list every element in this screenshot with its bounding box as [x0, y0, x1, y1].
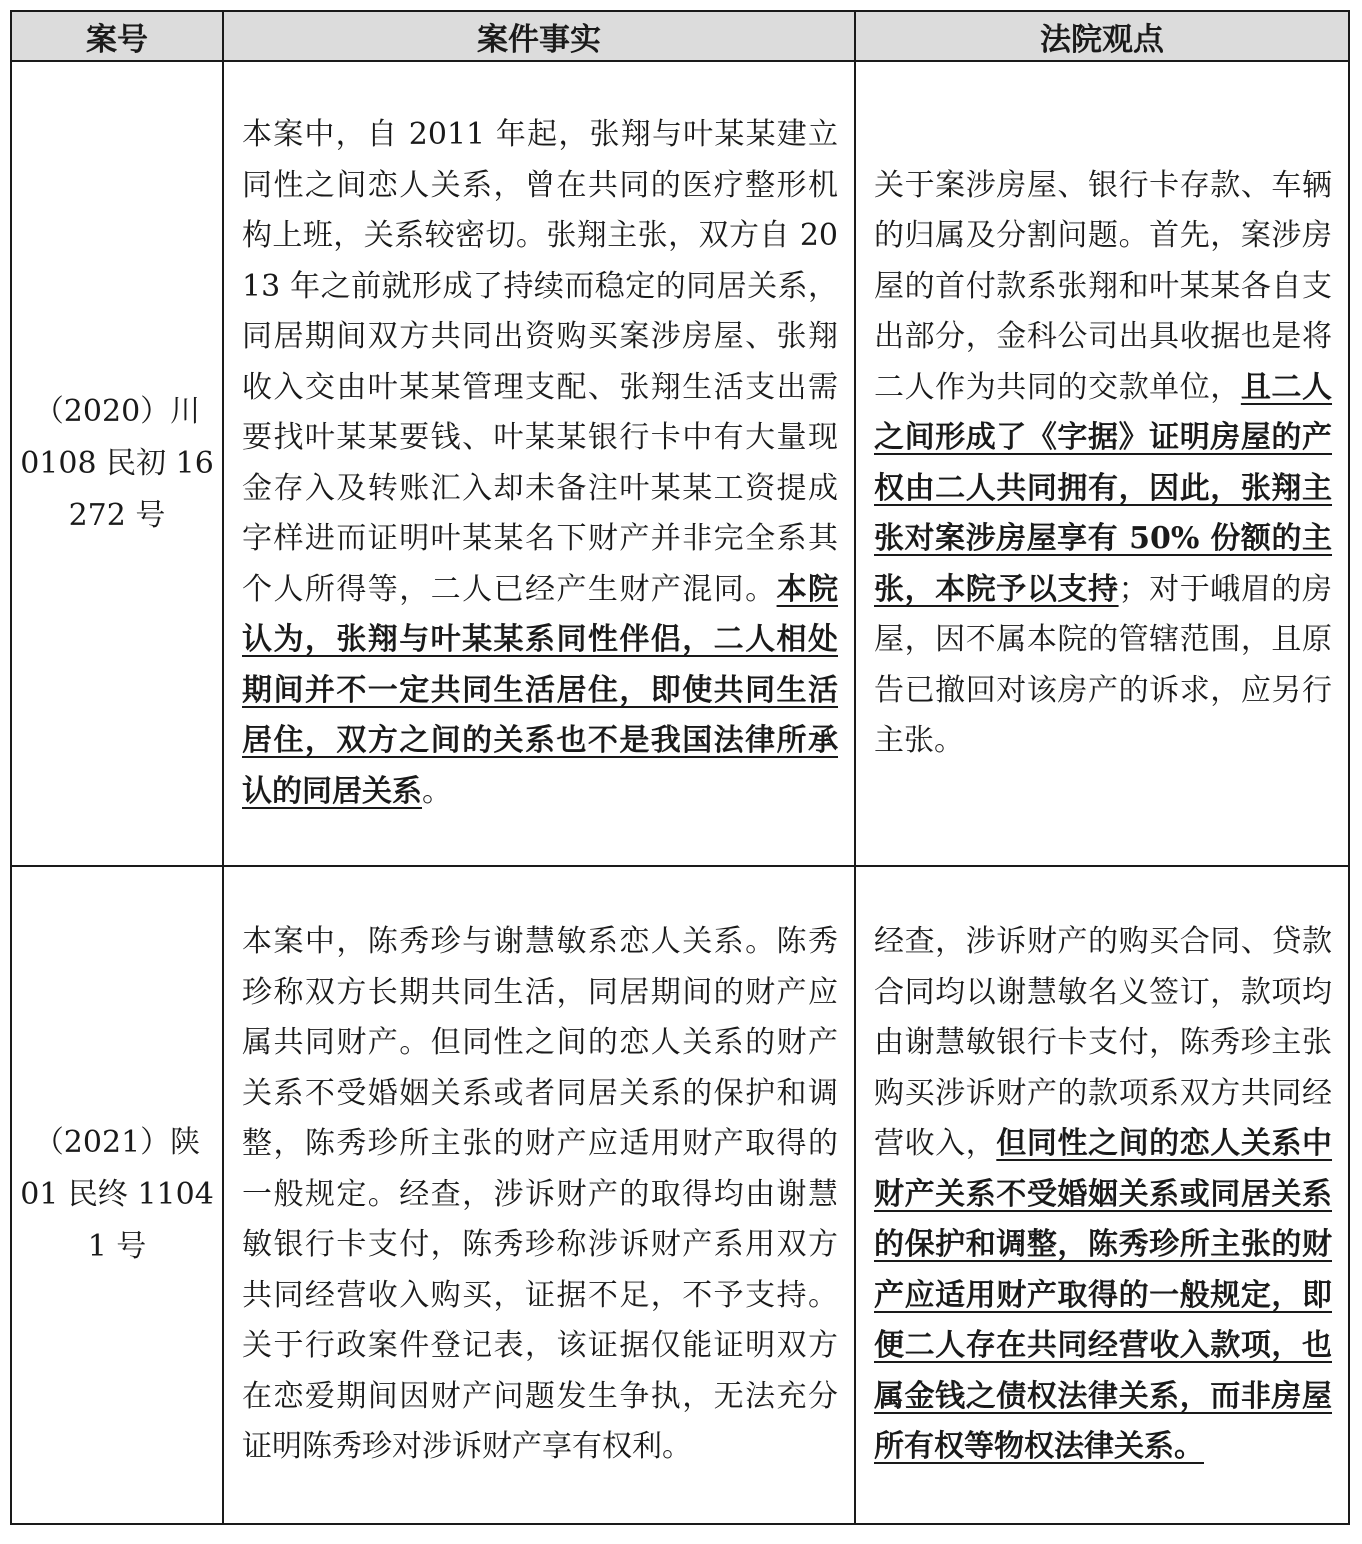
- court-view-text: 经查，涉诉财产的购买合同、贷款合同均以谢慧敏名义签订，款项均由谢慧敏银行卡支付，陈秀珍主张购买涉诉财产的款项系双方共同经营收入，: [874, 924, 1332, 1162]
- header-case-no: 案号: [11, 11, 223, 61]
- header-court-view: 法院观点: [855, 11, 1349, 61]
- court-view-emphasis-text: 但同性之间的恋人关系中财产关系不受婚姻关系或同居关系的保护和调整，陈秀珍所主张的财产应适用财产取得的一般规定，即便二人存在共同经营收入款项，也属金钱之债权法律关系，而非房屋所有权等物权法律关系。: [874, 1126, 1333, 1465]
- table-row: [11, 866, 1349, 1524]
- header-facts: 案件事实: [223, 11, 855, 61]
- header-row: [11, 11, 1349, 61]
- court-view-tail-text: ；对于峨眉的房屋，因不属本院的管辖范围，且原告已撤回对该房产的诉求，应另行主张。: [874, 571, 1333, 758]
- court-view-text: 关于案涉房屋、银行卡存款、车辆的归属及分割问题。首先，案涉房屋的首付款系张翔和叶某某各自支出部分，金科公司出具收据也是将二人作为共同的交款单位，: [874, 167, 1332, 405]
- case-facts-cell: [223, 61, 855, 866]
- case-number-cell: [11, 866, 223, 1524]
- facts-emphasis-text: 本院认为，张翔与叶某某系同性伴侣，二人相处期间并不一定共同生活居住，即使共同生活居住，双方之间的关系也不是我国法律所承认的同居关系: [242, 571, 839, 809]
- case-number: （2020）川 0108 民初 16272 号: [20, 393, 214, 533]
- case-comparison-table: [10, 10, 1350, 1525]
- table-row: [11, 61, 1349, 866]
- facts-text: 本案中，陈秀珍与谢慧敏系恋人关系。陈秀珍称双方长期共同生活，同居期间的财产应属共同财产。但同性之间的恋人关系的财产关系不受婚姻关系或者同居关系的保护和调整，陈秀珍所主张的财产应适用财产取得的一般规定。经查，涉诉财产的取得均由谢慧敏银行卡支付，陈秀珍称涉诉财产系用双方共同经营收入购买，证据不足，不予支持。关于行政案件登记表，该证据仅能证明双方在恋爱期间因财产问题发生争执，无法充分证明陈秀珍对涉诉财产享有权利。: [242, 924, 838, 1465]
- case-facts-cell: [223, 866, 855, 1524]
- case-number-cell: [11, 61, 223, 866]
- facts-tail-text: 。: [422, 773, 452, 809]
- court-view-cell: [855, 866, 1349, 1524]
- case-comparison-table-wrapper: [10, 10, 1350, 1525]
- court-view-emphasis-text: 且二人之间形成了《字据》证明房屋的产权由二人共同拥有，因此，张翔主张对案涉房屋享有 50% 份额的主张，本院予以支持: [874, 369, 1333, 607]
- court-view-cell: [855, 61, 1349, 866]
- facts-text: 本案中，自 2011 年起，张翔与叶某某建立同性之间恋人关系，曾在共同的医疗整形机构上班，关系较密切。张翔主张，双方自 2013 年之前就形成了持续而稳定的同居关系，同居期间双方共同出资购买案涉房屋、张翔收入交由叶某某管理支配、张翔生活支出需要找叶某某要钱、叶某某银行卡中有大量现金存入及转账汇入却未备注叶某某工资提成字样进而证明叶某某名下财产并非完全系其个人所得等，二人已经产生财产混同。: [242, 117, 838, 607]
- case-number: （2021）陕 01 民终 11041 号: [20, 1125, 214, 1264]
